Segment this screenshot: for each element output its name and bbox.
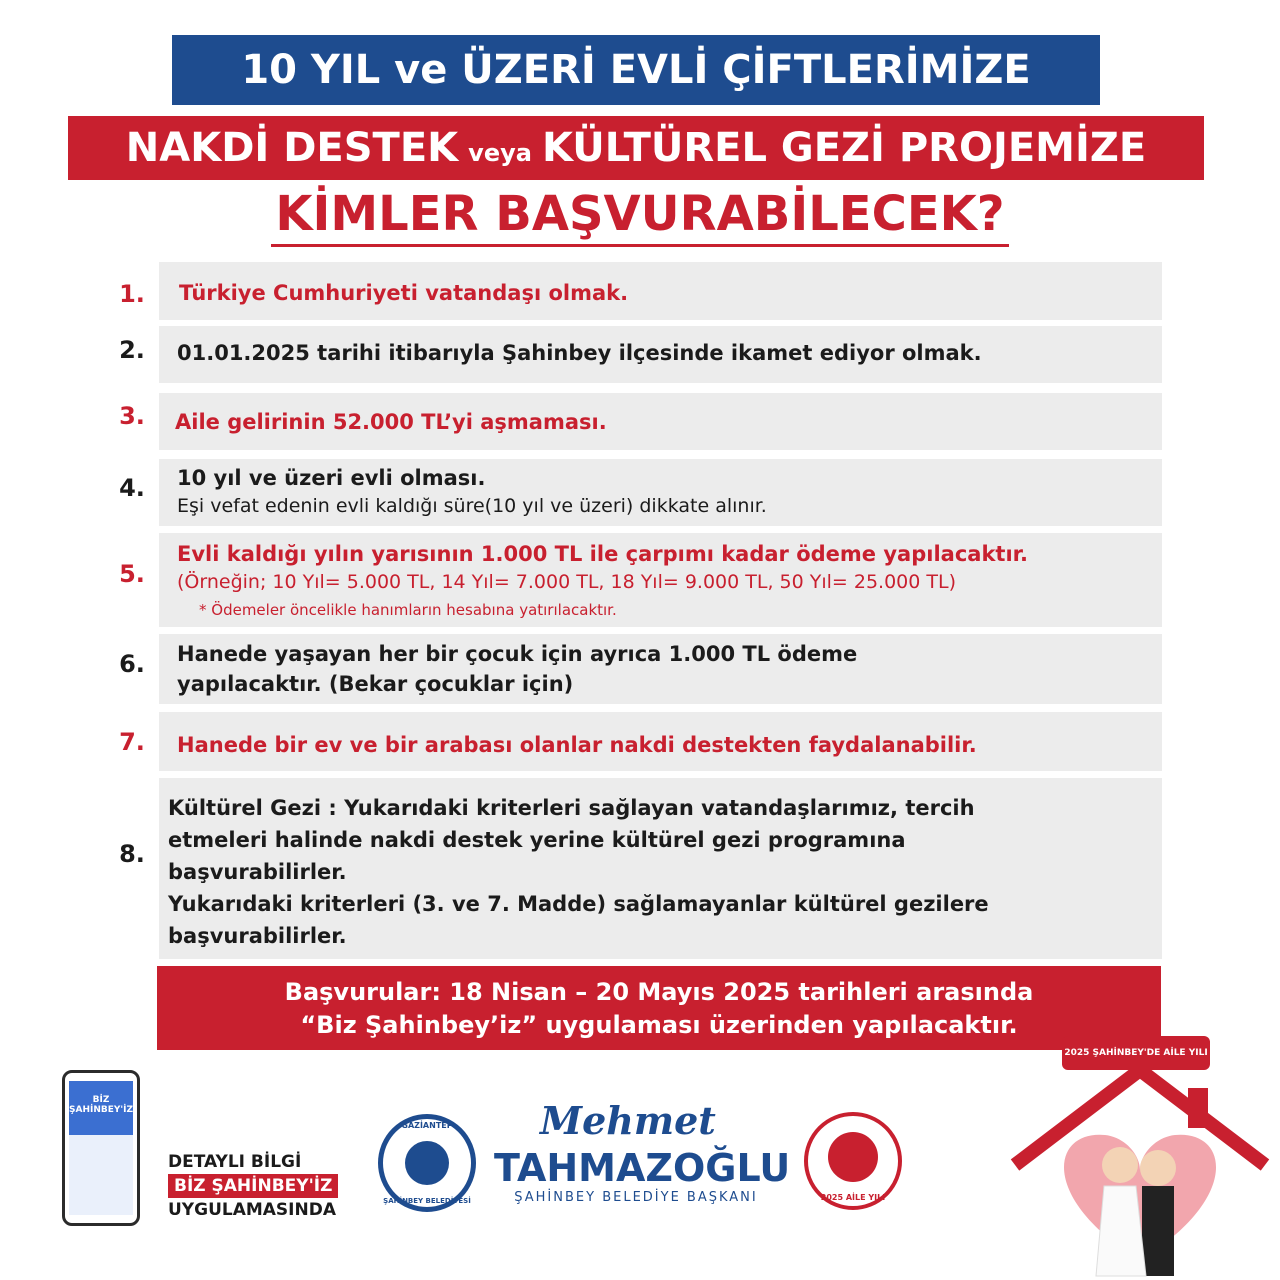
- tower-icon: [405, 1141, 449, 1185]
- phone-app-title: BİZ ŞAHİNBEY'İZ: [69, 1081, 133, 1135]
- mayor-signature: Mehmet: [540, 1098, 716, 1143]
- item-text-2: yapılacaktır. (Bekar çocuklar için): [177, 672, 574, 696]
- mayor-title: ŞAHİNBEY BELEDİYE BAŞKANI: [514, 1190, 758, 1205]
- list-item: [159, 459, 1162, 526]
- item-number: 6.: [119, 650, 145, 678]
- item-number: 4.: [119, 474, 145, 502]
- header-banner-red: [68, 116, 1204, 180]
- item-number: 5.: [119, 560, 145, 588]
- page-title: KİMLER BAŞVURABİLECEK?: [0, 186, 1280, 242]
- chimney-icon: [1188, 1088, 1208, 1128]
- bride-icon: [1102, 1147, 1138, 1183]
- municipality-seal-logo: [378, 1114, 476, 1212]
- item-subtext: (Örneğin; 10 Yıl= 5.000 TL, 14 Yıl= 7.000 TL, 18 Yıl= 9.000 TL, 50 Yıl= 25.000 TL): [177, 571, 956, 593]
- family-year-text: 2025 AİLE YILI: [820, 1193, 886, 1202]
- info-block: [168, 1150, 338, 1222]
- item-note: * Ödemeler öncelikle hanımların hesabına yatırılacaktır.: [199, 601, 617, 619]
- footer-line2: “Biz Şahinbey’iz” uygulaması üzerinden yapılacaktır.: [300, 1011, 1018, 1039]
- item-subtext: Eşi vefat edenin evli kaldığı süre(10 yıl ve üzeri) dikkate alınır.: [177, 495, 767, 517]
- item-line: Kültürel Gezi : Yukarıdaki kriterleri sağlayan vatandaşlarımız, tercih: [168, 796, 975, 820]
- item-text: Hanede yaşayan her bir çocuk için ayrıca 1.000 TL ödeme: [177, 642, 858, 666]
- seal-top-text: GAZİANTEP: [401, 1121, 453, 1130]
- header-line2-c: KÜLTÜREL GEZİ PROJEMİZE: [541, 125, 1147, 171]
- phone-screen: [69, 1081, 133, 1215]
- groom-suit-icon: [1142, 1186, 1174, 1276]
- family-icon: [828, 1132, 878, 1182]
- info-line1: DETAYLI BİLGİ: [168, 1152, 302, 1172]
- item-line: başvurabilirler.: [168, 924, 347, 948]
- seal-bottom-text: ŞAHİNBEY BELEDİYESİ: [383, 1197, 471, 1205]
- family-year-logo: [804, 1112, 902, 1210]
- item-line: başvurabilirler.: [168, 860, 347, 884]
- list-item: [159, 326, 1162, 383]
- list-item: [159, 778, 1162, 959]
- item-text: 01.01.2025 tarihi itibarıyla Şahinbey ilçesinde ikamet ediyor olmak.: [177, 341, 982, 365]
- list-item: [159, 262, 1162, 320]
- family-year-banner: 2025 ŞAHİNBEY'DE AİLE YILI: [1062, 1036, 1210, 1070]
- application-footer: [157, 966, 1161, 1050]
- item-text: Türkiye Cumhuriyeti vatandaşı olmak.: [179, 281, 629, 305]
- item-number: 7.: [119, 728, 145, 756]
- list-item: [159, 393, 1162, 450]
- header-line2-b: veya: [468, 139, 532, 167]
- header-line1: 10 YIL ve ÜZERİ EVLİ ÇİFTLERİMİZE: [241, 47, 1031, 93]
- footer-line1: Başvurular: 18 Nisan – 20 Mayıs 2025 tarihleri arasında: [284, 978, 1034, 1006]
- item-text: Aile gelirinin 52.000 TL’yi aşmaması.: [175, 410, 607, 434]
- house-roof-icon: [1015, 1070, 1265, 1165]
- item-text: Hanede bir ev ve bir arabası olanlar nakdi destekten faydalanabilir.: [177, 733, 977, 757]
- list-item: [159, 712, 1162, 771]
- item-number: 1.: [119, 280, 145, 308]
- groom-icon: [1140, 1150, 1176, 1186]
- info-app-tag: BİZ ŞAHİNBEY'İZ: [168, 1174, 338, 1198]
- item-number: 3.: [119, 402, 145, 430]
- item-text: Evli kaldığı yılın yarısının 1.000 TL ile çarpımı kadar ödeme yapılacaktır.: [177, 542, 1028, 566]
- mayor-name: TAHMAZOĞLU: [494, 1146, 791, 1190]
- phone-icon: [62, 1070, 140, 1226]
- item-number: 8.: [119, 840, 145, 868]
- item-text: 10 yıl ve üzeri evli olması.: [177, 466, 486, 490]
- item-number: 2.: [119, 336, 145, 364]
- header-line2-a: NAKDİ DESTEK: [125, 125, 459, 171]
- item-line: Yukarıdaki kriterleri (3. ve 7. Madde) sağlamayanlar kültürel gezilere: [168, 892, 989, 916]
- info-line3: UYGULAMASINDA: [168, 1200, 336, 1220]
- list-item: [159, 634, 1162, 704]
- list-item: [159, 533, 1162, 627]
- house-couple-illustration: [1000, 1040, 1280, 1280]
- header-banner-blue: [172, 35, 1100, 105]
- item-line: etmeleri halinde nakdi destek yerine kültürel gezi programına: [168, 828, 906, 852]
